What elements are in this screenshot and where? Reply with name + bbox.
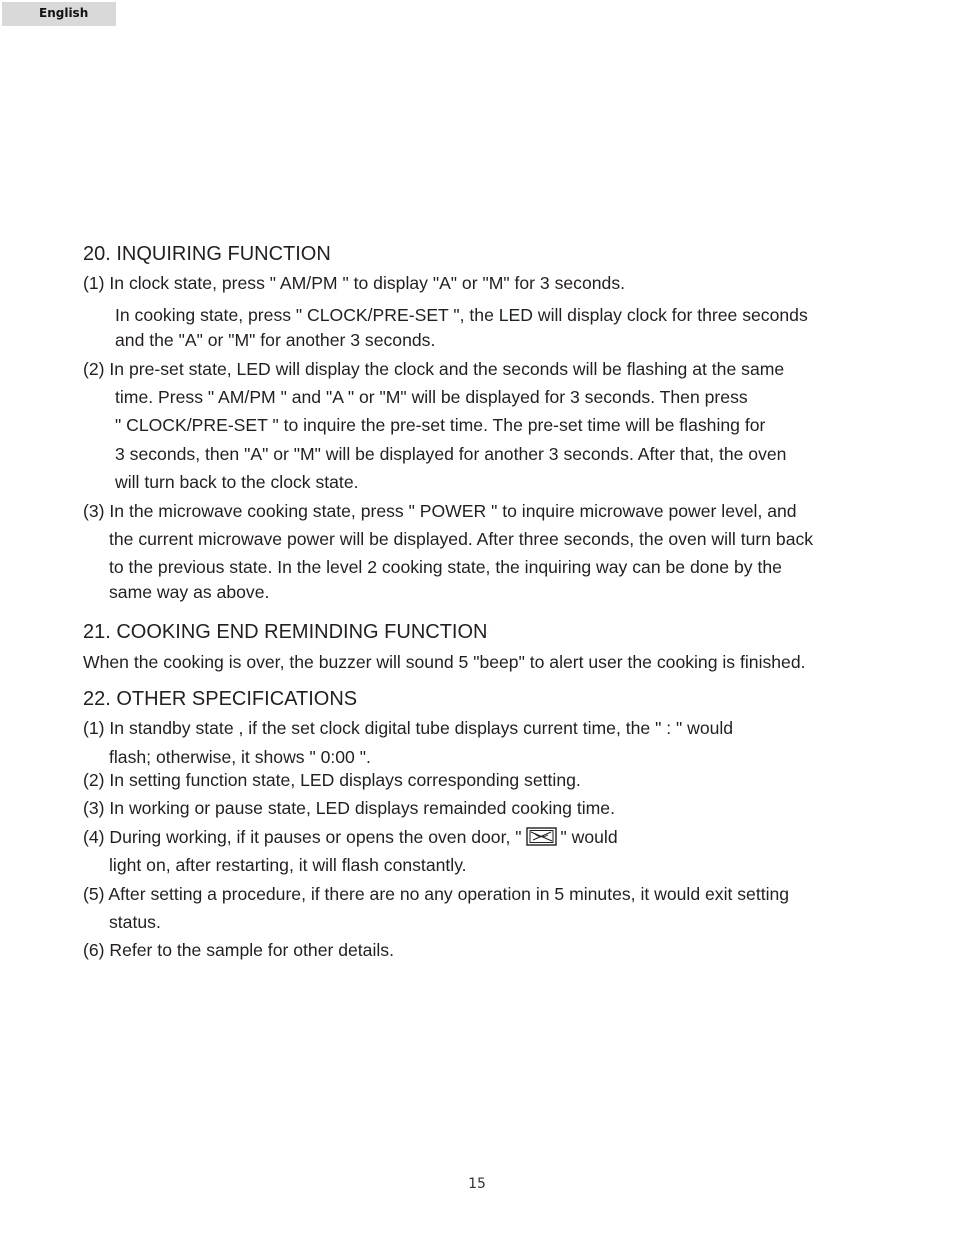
text-line: (2) In setting function state, LED displays corresponding setting. <box>83 770 581 790</box>
text-line: time. Press " AM/PM " and "A " or "M" will be displayed for 3 seconds. Then press <box>115 387 748 407</box>
section-heading-cooking-end: 21. COOKING END REMINDING FUNCTION <box>83 621 488 643</box>
text-line: light on, after restarting, it will flash constantly. <box>109 855 467 875</box>
section-heading-other-specs: 22. OTHER SPECIFICATIONS <box>83 688 358 710</box>
text-line: When the cooking is over, the buzzer will sound 5 "beep" to alert user the cooking is finished. <box>83 652 806 672</box>
text-line: status. <box>109 912 161 932</box>
text-line: flash; otherwise, it shows " 0:00 ". <box>109 747 371 767</box>
door-open-icon <box>526 827 557 850</box>
page-number: 15 <box>468 1176 486 1192</box>
language-tab: English <box>2 2 116 26</box>
text-line-with-icon <box>83 827 618 850</box>
text-line: (1) In standby state , if the set clock digital tube displays current time, the " : " would <box>83 718 734 738</box>
text-line: will turn back to the clock state. <box>115 472 359 492</box>
text-line: (5) After setting a procedure, if there are no any operation in 5 minutes, it would exit setting <box>83 884 790 904</box>
text-fragment: (4) During working, if it pauses or opens the oven door, " <box>83 827 522 847</box>
text-line: (6) Refer to the sample for other details. <box>83 940 394 960</box>
text-line: same way as above. <box>109 582 270 602</box>
text-line: " CLOCK/PRE-SET " to inquire the pre-set time. The pre-set time will be flashing for <box>115 415 766 435</box>
text-line: (3) In the microwave cooking state, press " POWER " to inquire microwave power level, and <box>83 501 797 521</box>
text-fragment: " would <box>560 827 618 847</box>
text-line: In cooking state, press " CLOCK/PRE-SET ", the LED will display clock for three seconds <box>115 305 808 325</box>
text-line: and the "A" or "M" for another 3 seconds. <box>115 330 436 350</box>
text-line: (1) In clock state, press " AM/PM " to display "A" or "M" for 3 seconds. <box>83 273 626 293</box>
text-line: (2) In pre-set state, LED will display the clock and the seconds will be flashing at the same <box>83 359 785 379</box>
section-heading-inquiring: 20. INQUIRING FUNCTION <box>83 243 331 265</box>
text-line: 3 seconds, then "A" or "M" will be displayed for another 3 seconds. After that, the oven <box>115 444 787 464</box>
text-line: the current microwave power will be displayed. After three seconds, the oven will turn back <box>109 529 814 549</box>
text-line: to the previous state. In the level 2 cooking state, the inquiring way can be done by the <box>109 557 782 577</box>
text-line: (3) In working or pause state, LED displays remainded cooking time. <box>83 798 615 818</box>
